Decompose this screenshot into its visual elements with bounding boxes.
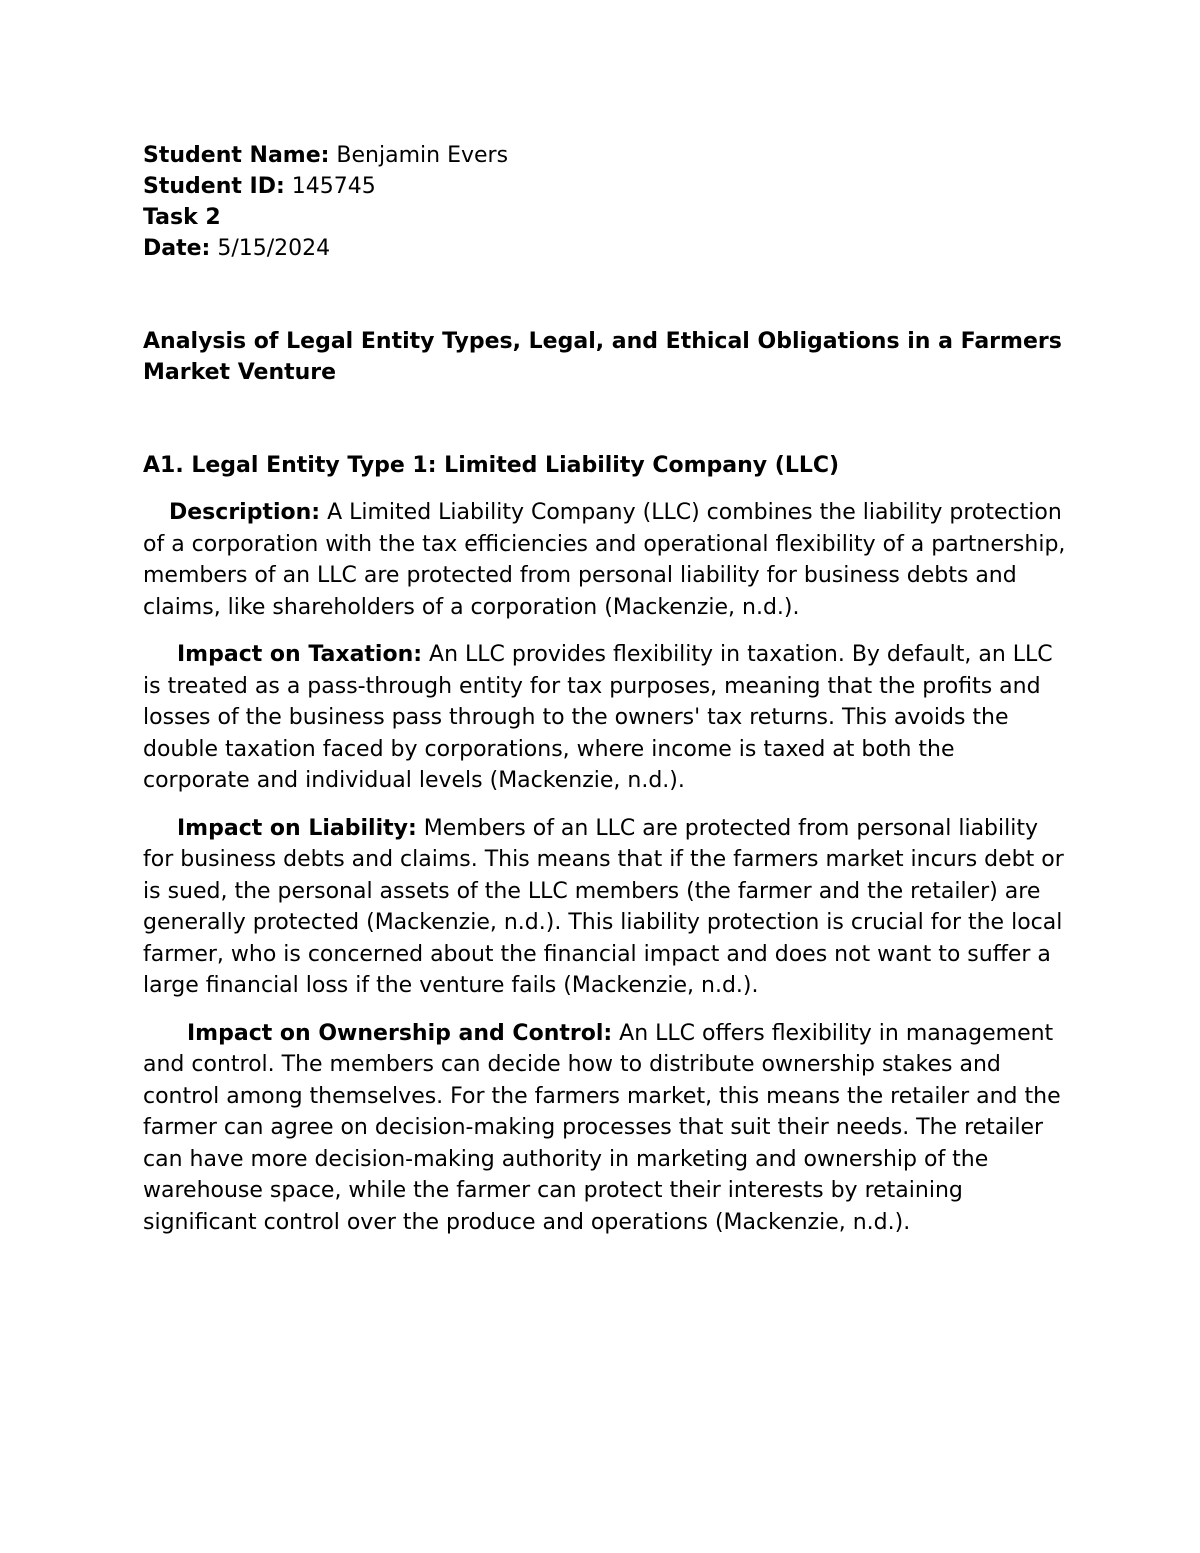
liability-paragraph: [143, 813, 1068, 1002]
ownership-control-paragraph: [143, 1018, 1068, 1239]
task-label: Task 2: [143, 205, 221, 230]
document-title: Analysis of Legal Entity Types, Legal, and Ethical Obligations in a Farmers Market Venture: [143, 329, 1062, 385]
student-name-line: [143, 140, 1068, 171]
date-label: Date:: [143, 236, 211, 261]
student-id-line: [143, 171, 1068, 202]
task-line: [143, 202, 1068, 233]
paragraph-label: Impact on Taxation:: [177, 642, 423, 667]
paragraph-label: Impact on Ownership and Control:: [187, 1020, 613, 1046]
paragraph-text: An LLC provides flexibility in taxation. By default, an LLC is treated as a pass-through entity for tax purposes, meaning that the profits and losses of the business pass through to the owners' tax returns. This avoids the double taxation faced by corporations, where income is taxed at both the corporate and individual levels (Mackenzie, n.d.).: [143, 642, 1053, 793]
student-id-label: Student ID:: [143, 174, 285, 199]
paragraph-text: A Limited Liability Company (LLC) combines the liability protection of a corporation with the tax efficiencies and operational flexibility of a partnership, members of an LLC are protected from personal liability for business debts and claims, like shareholders of a corporation (Mackenzie, n.d.).: [143, 500, 1066, 620]
paragraph-label: Description:: [169, 500, 321, 525]
paragraph-text: Members of an LLC are protected from personal liability for business debts and claims. This means that if the farmers market incurs debt or is sued, the personal assets of the LLC members (the farmer and the retailer) are generally protected (Mackenzie, n.d.). This liability protection is crucial for the local farmer, who is concerned about the financial impact and does not want to suffer a large financial loss if the venture fails (Mackenzie, n.d.).: [143, 815, 1064, 998]
taxation-paragraph: [143, 639, 1068, 797]
date-line: [143, 233, 1068, 264]
paragraph-text: An LLC offers flexibility in management and control. The members can decide how to distribute ownership stakes and control among themselves. For the farmers market, this means the retailer and the farmer can agree on decision-making processes that suit their needs. The retailer can have more decision-making authority in marketing and ownership of the warehouse space, while the farmer can protect their interests by retaining significant control over the produce and operations (Mackenzie, n.d.).: [143, 1020, 1061, 1235]
paragraph-label: Impact on Liability:: [177, 815, 417, 841]
description-paragraph: [143, 497, 1068, 623]
date-value: 5/15/2024: [210, 236, 331, 261]
student-id-value: 145745: [284, 174, 376, 199]
student-name-value: Benjamin Evers: [329, 143, 509, 168]
student-name-label: Student Name:: [143, 143, 330, 168]
document-page: [143, 140, 1068, 1238]
section-heading: A1. Legal Entity Type 1: Limited Liability Company (LLC): [143, 453, 840, 478]
